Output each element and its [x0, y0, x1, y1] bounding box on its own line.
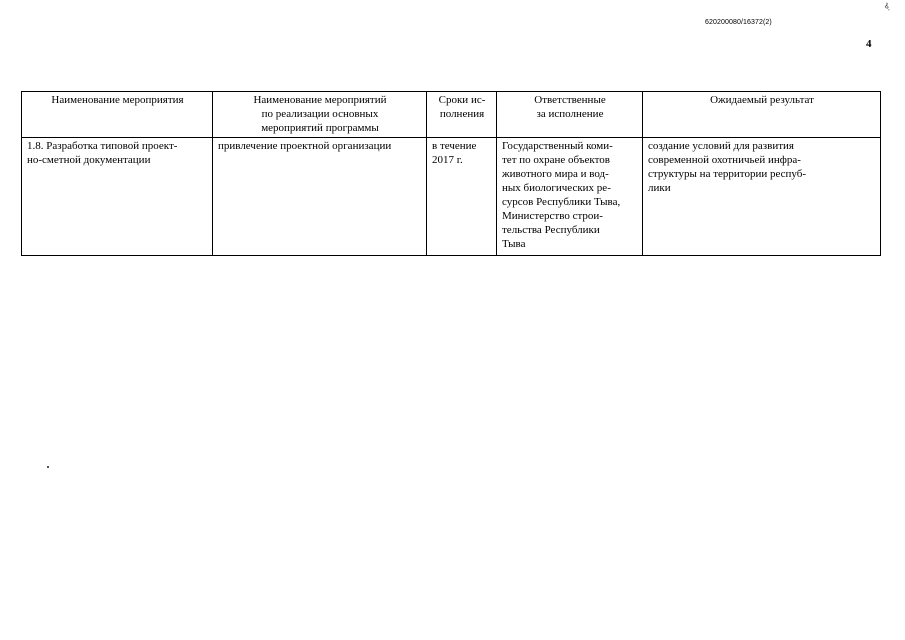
cell-expected-result: создание условий для развития современной охотничьей инфра- структуры на территории респуб- лики [643, 138, 881, 256]
scan-artifact-mark: ъ. [882, 0, 895, 13]
table-header-row [22, 92, 881, 138]
cell-measure-name: 1.8. Разработка типовой проект- но-сметной документации [22, 138, 213, 256]
cell-implementation-measures: привлечение проектной организации [213, 138, 427, 256]
column-header-measure-name: Наименование мероприятия [22, 92, 213, 138]
table-row [22, 138, 881, 256]
column-header-expected-result: Ожидаемый результат [643, 92, 881, 138]
cell-responsible: Государственный коми- тет по охране объектов животного мира и вод- ных биологических ре- сурсов Республики Тыва, Министерство строи- тельства Республики Тыва [497, 138, 643, 256]
cell-deadline: в течение 2017 г. [427, 138, 497, 256]
page-number: 4 [866, 38, 872, 50]
scan-artifact-dot [47, 466, 49, 468]
column-header-deadlines: Сроки ис- полнения [427, 92, 497, 138]
document-code: 620200080/16372(2) [705, 19, 772, 26]
column-header-implementation-measures: Наименование мероприятий по реализации основных мероприятий программы [213, 92, 427, 138]
column-header-responsible: Ответственные за исполнение [497, 92, 643, 138]
program-measures-table [21, 91, 881, 256]
